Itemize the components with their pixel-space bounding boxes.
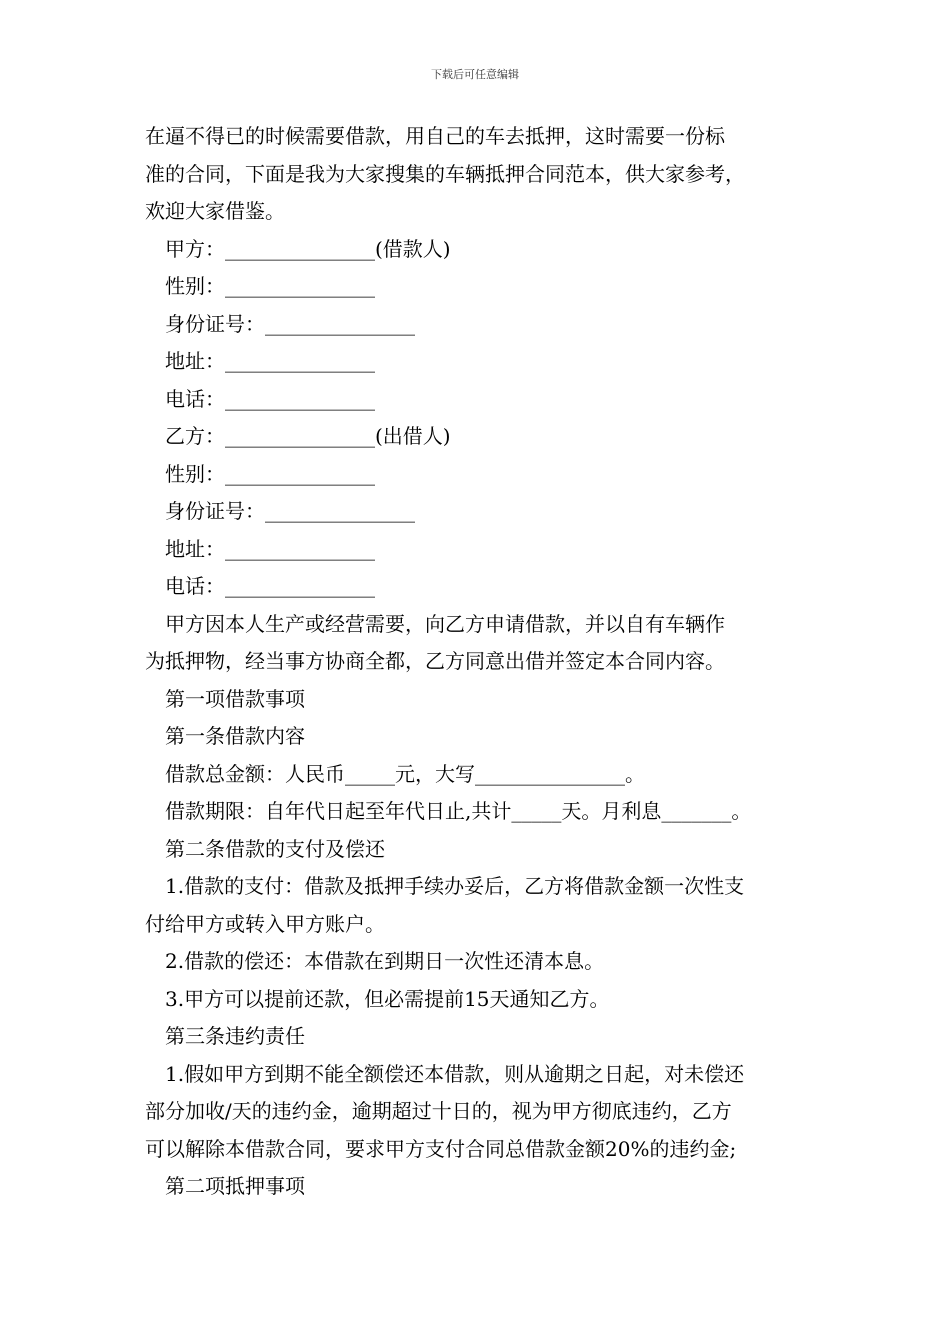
purpose-paragraph-line-1: 甲方因本人生产或经营需要，向乙方申请借款，并以自有车辆作 bbox=[165, 611, 725, 636]
article-heading-loan-content: 第一条借款内容 bbox=[165, 724, 305, 748]
party-a-address-field: 地址：_______________ bbox=[165, 349, 375, 373]
payment-clause-1-line-2: 付给甲方或转入甲方账户。 bbox=[145, 911, 385, 936]
intro-line-2: 准的合同，下面是我为大家搜集的车辆抵押合同范本，供大家参考， bbox=[145, 161, 745, 186]
article-heading-liability: 第三条违约责任 bbox=[165, 1024, 305, 1048]
party-a-phone-field: 电话：_______________ bbox=[165, 386, 375, 411]
party-b-id-field: 身份证号：_______________ bbox=[165, 499, 415, 523]
party-b-phone-field: 电话：_______________ bbox=[165, 574, 375, 598]
document-body bbox=[145, 118, 815, 1206]
intro-line-3: 欢迎大家借鉴。 bbox=[145, 199, 285, 223]
party-a-name-field: 甲方：_______________(借款人) bbox=[165, 236, 451, 261]
section-heading-mortgage: 第二项抵押事项 bbox=[165, 1174, 305, 1198]
party-b-address-field: 地址：_______________ bbox=[165, 536, 375, 561]
page-header-note: 下载后可任意编辑 bbox=[431, 68, 519, 81]
payment-clause-3: 3.甲方可以提前还款，但必需提前15天通知乙方。 bbox=[165, 986, 610, 1011]
loan-amount-line: 借款总金额：人民币_____元，大写_______________。 bbox=[165, 761, 645, 786]
loan-term-line: 借款期限：自年代日起至年代日止,共计_____天。月利息_______。 bbox=[165, 799, 752, 823]
intro-line-1: 在逼不得已的时候需要借款，用自己的车去抵押，这时需要一份标 bbox=[145, 124, 725, 148]
article-heading-payment: 第二条借款的支付及偿还 bbox=[165, 836, 385, 861]
payment-clause-2: 2.借款的偿还：本借款在到期日一次性还清本息。 bbox=[165, 949, 605, 973]
party-b-name-field: 乙方：_______________(出借人) bbox=[165, 424, 451, 448]
party-b-gender-field: 性别：_______________ bbox=[165, 461, 375, 486]
party-a-id-field: 身份证号：_______________ bbox=[165, 311, 415, 336]
liability-clause-1-line-1: 1.假如甲方到期不能全额偿还本借款，则从逾期之日起，对未偿还 bbox=[165, 1061, 745, 1086]
payment-clause-1-line-1: 1.借款的支付：借款及抵押手续办妥后，乙方将借款金额一次性支 bbox=[165, 874, 745, 898]
liability-clause-1-line-3: 可以解除本借款合同，要求甲方支付合同总借款金额20%的违约金; bbox=[145, 1136, 737, 1161]
section-heading-loan: 第一项借款事项 bbox=[165, 686, 305, 711]
purpose-paragraph-line-2: 为抵押物，经当事方协商全都，乙方同意出借并签定本合同内容。 bbox=[145, 649, 725, 673]
party-a-gender-field: 性别：_______________ bbox=[165, 274, 375, 298]
liability-clause-1-line-2: 部分加收/天的违约金，逾期超过十日的，视为甲方彻底违约，乙方 bbox=[145, 1099, 732, 1123]
